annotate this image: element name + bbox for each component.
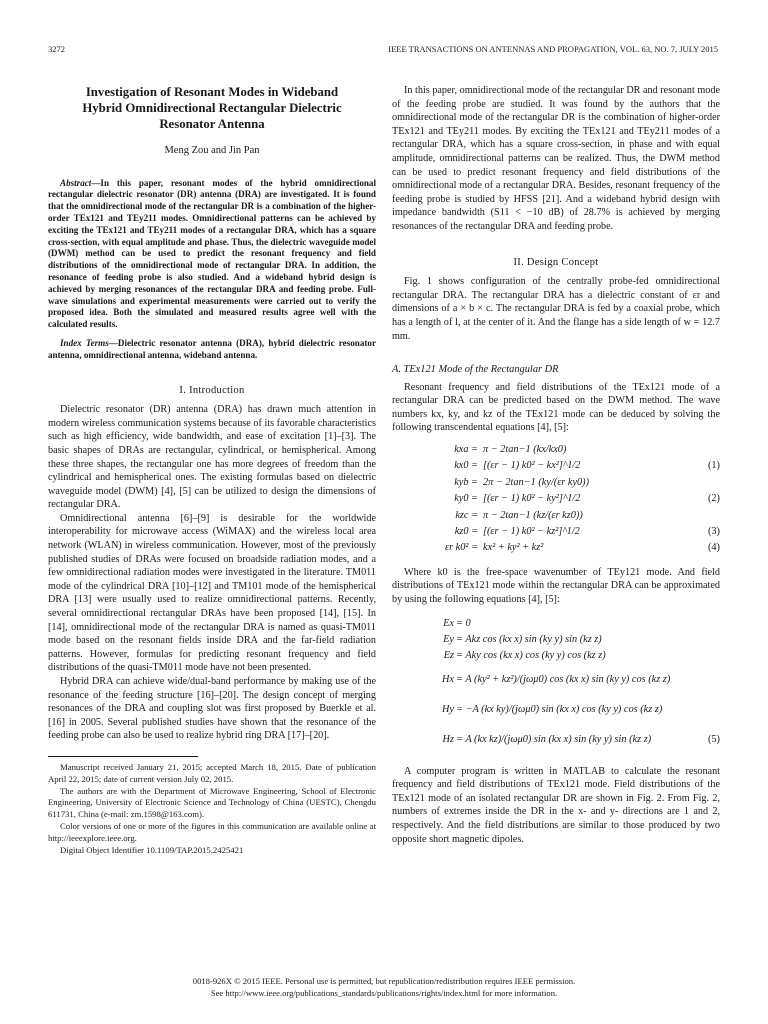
body-paragraph: Hybrid DRA can achieve wide/dual-band performance by making use of the resonance of the feeding structure [16]–[20]. The design concept of merging resonances of the DRA and coupling slot was first proposed by Buerkle et al. [16] in 2005. Several published studies have shown that the resonance of the feeding probe can also be used to realize hybrid ring DRA [17]–[20]. bbox=[48, 676, 376, 742]
body-paragraph: Omnidirectional antenna [6]–[9] is desirable for the worldwide interoperability for microwave access (WiMAX) and the wireless local area network (WLAN) in wireless communication. However, most of the previously published studies of DRAs were focused on broadside radiation modes, and a few omnidirectional radiation modes were investigated in the literature. TM011 mode of the cylindrical DRA [10]–[12] and TM101 mode of the hemispherical DRA [13] were usually used to realize omnidirectional patterns. Recently, several omnidirectional rectangular DRAs have been proposed [14], [15]. In [14], omnidirectional mode of the rectangular DRA is named as quasi-TM011 mode based on the resonant fields inside DRA and the far-field radiation patterns. However, formulas for predicting resonant frequency and field distributions of the quasi-TM011 mode have not been presented. bbox=[48, 512, 376, 674]
equation-rhs: = Aky cos (kx x) cos (ky y) cos (kz z) bbox=[456, 649, 606, 661]
paper-title bbox=[48, 84, 376, 132]
equation-row bbox=[392, 476, 720, 492]
equation-number: (4) bbox=[707, 542, 720, 554]
title-line: Investigation of Resonant Modes in Wideband bbox=[85, 85, 339, 99]
abstract-label: Abstract bbox=[60, 177, 92, 188]
body-paragraph: A computer program is written in MATLAB to calculate the resonant frequency and field distributions of TEx121 mode. Field distributions of the TEx121 mode of an isolated rectangular DR are shown in Fig. 2. From Fig. 2, numbers of extremes inside the DR in the x- and y- directions are 1 and 2, respectively. And the field distributions are similar to those produced by two opposite short magnetic dipoles. bbox=[392, 765, 720, 845]
equation-rhs: 2π − 2tan−1 (ky/(εr ky0)) bbox=[483, 476, 590, 488]
body-paragraph: Fig. 1 shows configuration of the centrally probe-fed omnidirectional rectangular DRA. The rectangular DRA has a dielectric constant of εr and dimensions of a × b × c. The rectangular DRA is fed by a coaxial probe, which has a length of l, at the center of it. And the flange has a side length of w = 12.7 mm. bbox=[392, 276, 720, 342]
index-terms bbox=[48, 338, 376, 362]
field-equation-row bbox=[392, 665, 720, 695]
footnote-divider bbox=[48, 756, 198, 757]
title-line: Resonator Antenna bbox=[159, 117, 265, 131]
equation-lhs: kzc = bbox=[455, 509, 478, 521]
equation-lhs: Ez bbox=[443, 649, 454, 661]
equation-lhs: kyb = bbox=[454, 476, 478, 488]
equation-row bbox=[392, 541, 720, 557]
equation-number: (1) bbox=[707, 460, 720, 472]
subsection-heading: A. TEx121 Mode of the Rectangular DR bbox=[392, 364, 559, 376]
field-equations bbox=[392, 617, 720, 755]
equation-rhs: = 0 bbox=[456, 617, 471, 629]
body-paragraph: Dielectric resonator (DR) antenna (DRA) has drawn much attention in modern wireless communication systems because of its favorable characteristics such as high efficiency, wide bandwidth, and ease of excitation [1]–[3]. The basic shapes of DRAs are rectangular, cylindrical, or hemispherical. Among these three shapes, the rectangular one has more degrees of freedom than the cylindrical and hemispherical ones. The existing formulas based on dielectric waveguide model (DWM) [4], [5] can be utilized to design the dimensions of rectangular DRA. bbox=[48, 404, 376, 511]
equation-rhs: [(εr − 1) k0² − ky²]^1/2 bbox=[483, 493, 581, 505]
body-paragraph: In this paper, omnidirectional mode of the rectangular DR and resonant mode of the feeding probe are studied. It was found by the authors that the omnidirectional mode of the rectangular DR is the combination of higher-order TEx121 and TEy211 modes. By exciting the TEx121 and TEy211 modes of a rectangular DRA, which has a square cross-section, in phase and with equal amplitude, omnidirectional patterns can be realized. Thus, the DWM method can be used to predict resonant frequency and field distributions of the omnidirectional mode of a rectangular DRA. Besides, resonant frequency of the feeding probe is studied by HFSS [21]. And a wideband hybrid design with impedance bandwidth (S11 < −10 dB) of 28.7% is achieved by merging resonances of the rectangular DRA and feeding probe. bbox=[392, 85, 720, 232]
equation-lhs: Hz bbox=[442, 733, 454, 745]
equation-number: (5) bbox=[707, 733, 720, 745]
equation-number: (3) bbox=[707, 526, 720, 538]
journal-name: IEEE TRANSACTIONS ON ANTENNAS AND PROPAGATION, VOL. 63, NO. 7, JULY 2015 bbox=[388, 44, 718, 54]
section-heading-introduction: I. Introduction bbox=[179, 384, 245, 396]
equation-row bbox=[392, 525, 720, 541]
equation-row bbox=[392, 459, 720, 475]
equation-rhs: kx² + ky² + kz² bbox=[483, 542, 544, 554]
right-column bbox=[392, 84, 720, 846]
section-heading-design-concept: II. Design Concept bbox=[513, 256, 599, 268]
title-line: Hybrid Omnidirectional Rectangular Dielectric bbox=[82, 101, 342, 115]
equation-rhs: [(εr − 1) k0² − kx²]^1/2 bbox=[483, 460, 581, 472]
equation-lhs: kxa = bbox=[454, 444, 478, 456]
index-terms-label: Index Terms bbox=[60, 337, 109, 348]
field-equation-row bbox=[392, 617, 720, 633]
field-equation-row bbox=[392, 725, 720, 755]
equation-lhs: Ey bbox=[443, 633, 454, 645]
equation-row bbox=[392, 492, 720, 508]
left-column bbox=[48, 84, 376, 856]
equation-row bbox=[392, 443, 720, 459]
equation-lhs: εr k0² = bbox=[445, 542, 478, 554]
field-equation-row bbox=[392, 695, 720, 725]
running-header bbox=[48, 44, 718, 58]
abstract bbox=[48, 178, 376, 331]
equation-lhs: Ex bbox=[443, 617, 454, 629]
equation-rhs: [(εr − 1) k0² − kz²]^1/2 bbox=[483, 526, 580, 538]
copyright-line: 0018-926X © 2015 IEEE. Personal use is permitted, but republication/redistribution requires IEEE permission. bbox=[192, 976, 576, 986]
field-equation-row bbox=[392, 633, 720, 649]
body-paragraph: Where k0 is the free-space wavenumber of TEy121 mode. And field distributions of TEx121 mode within the rectangular DRA can be approximated by using the following equations [4], [5]: bbox=[392, 566, 720, 605]
page-number: 3272 bbox=[48, 44, 65, 54]
equation-lhs: kz0 = bbox=[454, 526, 478, 538]
footnote: Digital Object Identifier 10.1109/TAP.2015.2425421 bbox=[60, 844, 244, 855]
equation-lhs: Hx bbox=[441, 673, 454, 685]
rights-url-line: See http://www.ieee.org/publications_standards/publications/rights/index.html for more information. bbox=[210, 988, 558, 998]
equation-rhs: = −A (kx ky)/(jωμ0) sin (kx x) cos (ky y) cos (kz z) bbox=[456, 703, 663, 715]
equation-rhs: = A (ky² + kz²)/(jωμ0) cos (kx x) sin (ky y) cos (kz z) bbox=[456, 673, 671, 685]
footnote: The authors are with the Department of Microwave Engineering, School of Electronic Engineering, University of Electronic Science and Technology of China (UESTC), Chengdu 611731, China (e-mail: zm.1598@163.com). bbox=[48, 785, 376, 820]
abstract-text: —In this paper, resonant modes of the hybrid omnidirectional rectangular dielectric resonator (DR) antenna (DRA) are investigated. It is found that the omnidirectional mode of the rectangular DR is a combination of the higher-order TEx121 and TEy211 modes. Omnidirectional patterns can be achieved by exciting the TEx121 and TEy211 modes of a rectangular DRA, which has a square cross-section, with equal amplitude and phase. Thus, the dielectric waveguide model (DWM) method can be used to predict the resonant frequency and field distributions of the omnidirectional mode of rectangular DRA. In addition, the resonance of feeding probe is also studied. And a wideband hybrid design is achieved by merging resonances of the rectangular DRA and feeding probe. Full-wave simulations and experimental measurements were carried out to verify the proposed idea. Both the simulated and measured results agree well with the calculated results. bbox=[48, 177, 376, 330]
footnote: Manuscript received January 21, 2015; accepted March 18, 2015. Date of publication April 22, 2015; date of current version July 02, 2015. bbox=[48, 761, 376, 784]
equation-lhs: ky0 = bbox=[454, 493, 478, 505]
equation-number: (2) bbox=[707, 493, 720, 505]
equation-lhs: Hy bbox=[441, 703, 454, 715]
transcendental-equations bbox=[392, 443, 720, 558]
equation-rhs: = A (kx kz)/(jωμ0) sin (kx x) sin (ky y) sin (kz z) bbox=[456, 733, 652, 745]
equation-rhs: π − 2tan−1 (kx/kx0) bbox=[483, 444, 567, 456]
equation-rhs: π − 2tan−1 (kz/(εr kz0)) bbox=[483, 509, 583, 521]
equation-rhs: = Akz cos (kx x) sin (ky y) sin (kz z) bbox=[456, 633, 602, 645]
field-equation-row bbox=[392, 649, 720, 665]
body-paragraph: Resonant frequency and field distributions of the TEx121 mode of a rectangular DRA can be predicted based on the DWM method. The wave numbers kx, ky, and kz of the TEx121 mode can be deduced by solving the following transcendental equations [4], [5]: bbox=[392, 381, 720, 434]
equation-row bbox=[392, 509, 720, 525]
footnote: Color versions of one or more of the figures in this communication are available online at http://ieeexplore.ieee.org. bbox=[48, 820, 376, 843]
index-terms-text: —Dielectric resonator antenna (DRA), hybrid dielectric resonator antenna, omnidirectional antenna, wideband antenna. bbox=[48, 337, 376, 360]
copyright-footer bbox=[0, 975, 768, 999]
author-list: Meng Zou and Jin Pan bbox=[164, 145, 260, 156]
equation-lhs: kx0 = bbox=[454, 460, 478, 472]
